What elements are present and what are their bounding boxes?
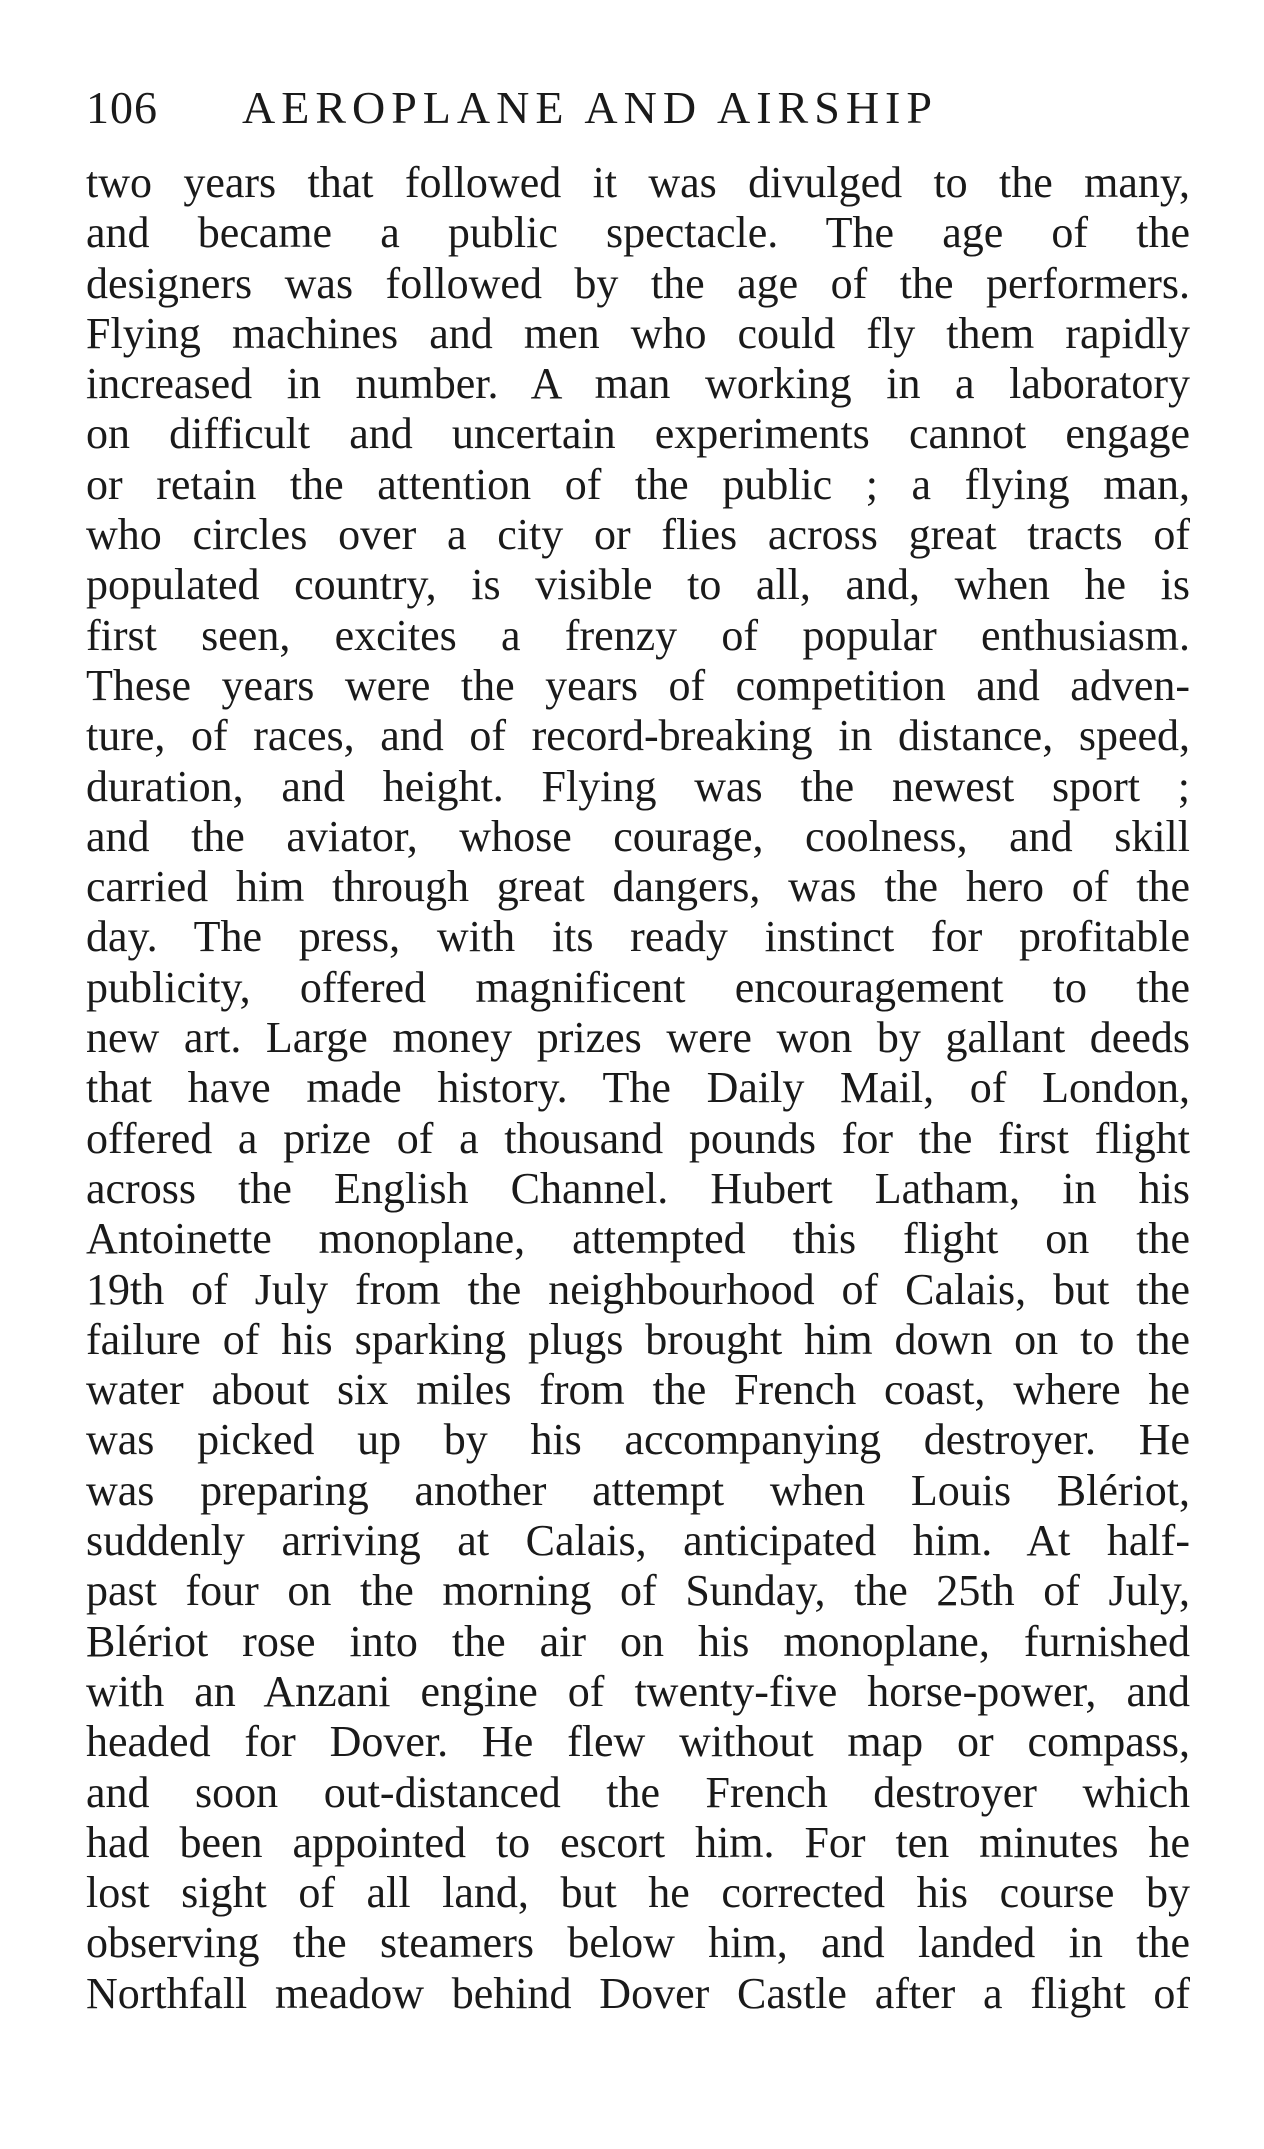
text-line: Antoinette monoplane, attempted this flight on the (86, 1214, 1190, 1264)
text-line: was preparing another attempt when Louis Blériot, (86, 1465, 1190, 1515)
text-line: populated country, is visible to all, and, when he is (86, 560, 1190, 610)
text-line: and became a public spectacle. The age of the (86, 208, 1190, 258)
text-line: or retain the attention of the public ; a flying man, (86, 459, 1190, 509)
text-line: headed for Dover. He flew without map or compass, (86, 1717, 1190, 1767)
running-title: AEROPLANE AND AIRSHIP (242, 82, 938, 133)
text-line: with an Anzani engine of twenty-five horse-power, and (86, 1666, 1190, 1716)
text-line: two years that followed it was divulged to the many, (86, 158, 1190, 207)
text-line: 19th of July from the neighbourhood of Calais, but the (86, 1264, 1190, 1314)
text-line: Flying machines and men who could fly them rapidly (86, 308, 1190, 358)
text-line: past four on the morning of Sunday, the 25th of July, (86, 1566, 1190, 1616)
text-line: first seen, excites a frenzy of popular enthusiasm. (86, 610, 1190, 660)
text-line: publicity, offered magnificent encouragement to the (86, 962, 1190, 1012)
text-line: day. The press, with its ready instinct for profitable (86, 912, 1190, 962)
text-line: failure of his sparking plugs brought him down on to the (86, 1314, 1190, 1364)
text-line: ture, of races, and of record-breaking in distance, speed, (86, 711, 1190, 761)
text-line: duration, and height. Flying was the newest sport ; (86, 761, 1190, 811)
text-line: Blériot rose into the air on his monoplane, furnished (86, 1616, 1190, 1666)
text-line: lost sight of all land, but he corrected his course by (86, 1868, 1190, 1918)
text-line: offered a prize of a thousand pounds for the first flight (86, 1113, 1190, 1163)
text-line: carried him through great dangers, was the hero of the (86, 862, 1190, 912)
running-header (86, 78, 1196, 138)
text-line: new art. Large money prizes were won by gallant deeds (86, 1013, 1190, 1063)
text-line: increased in number. A man working in a laboratory (86, 359, 1190, 409)
body-paragraph (86, 158, 1190, 2019)
text-line: designers was followed by the age of the performers. (86, 258, 1190, 308)
text-line: observing the steamers below him, and landed in the (86, 1918, 1190, 1968)
text-line: and the aviator, whose courage, coolness, and skill (86, 811, 1190, 861)
text-line: suddenly arriving at Calais, anticipated him. At half- (86, 1516, 1190, 1566)
text-line: across the English Channel. Hubert Latham, in his (86, 1163, 1190, 1213)
text-line: and soon out-distanced the French destroyer which (86, 1767, 1190, 1817)
text-line: water about six miles from the French coast, where he (86, 1365, 1190, 1415)
text-line: Northfall meadow behind Dover Castle after a flight of (86, 1968, 1190, 2018)
text-line: that have made history. The Daily Mail, of London, (86, 1063, 1190, 1113)
page-number: 106 (86, 82, 158, 133)
text-line: had been appointed to escort him. For ten minutes he (86, 1817, 1190, 1867)
text-line: who circles over a city or flies across great tracts of (86, 510, 1190, 560)
text-line: These years were the years of competition and adven- (86, 660, 1190, 710)
text-line: on difficult and uncertain experiments cannot engage (86, 409, 1190, 459)
text-line: was picked up by his accompanying destroyer. He (86, 1415, 1190, 1465)
